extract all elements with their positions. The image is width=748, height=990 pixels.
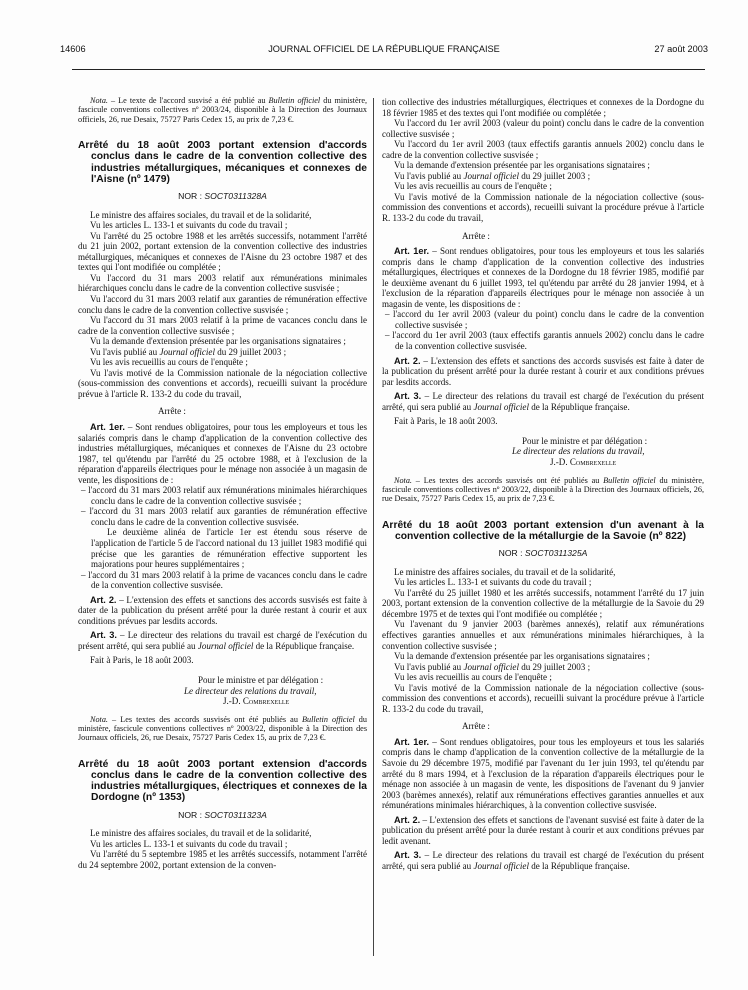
decree-title-text: Arrêté du 18 août 2003 portant extension d'un avenant à la convention collective de la métallurgie de la Savoie (nº 822)	[382, 519, 704, 542]
nota-text-end: du ministère, fascicule conventions collectives nº 2003/22, disponible à la Direction des Journaux officiels, 26, rue Desaix, 75727 Paris Cedex 15, au prix de 7,23 €.	[382, 475, 704, 504]
visa: Vu l'accord du 1er avril 2003 (taux effectifs garantis annuels 2002) conclu dans le cadre de la convention collective susvisée ;	[382, 139, 704, 160]
article-3	[382, 391, 704, 412]
article-text: – L'extension des effets et sanctions de l'avenant susvisé est faite à dater de la publication du présent arrêté pour la durée restant à courir et aux conditions prévues par ledit avenant.	[382, 814, 704, 846]
page-header	[60, 44, 708, 58]
nota-italic: Bulletin officiel	[268, 96, 321, 105]
signatory-name: J.-D. Combrexelle	[223, 696, 290, 707]
decree-title	[78, 140, 367, 185]
page-number: 14606	[60, 44, 86, 54]
visa-text: Vu l'avis publié au	[394, 661, 464, 672]
arrete-heading: Arrête :	[462, 721, 490, 732]
article-1	[382, 737, 704, 811]
article-text: – Sont rendues obligatoires, pour tous les employeurs et tous les salariés compris dans le champ d'application de la convention collective des industries métallurgiques, électriques et connexes de la Dordogne du 18 février 1985, modifié par le deuxième avenant du 6 juillet 1993, tel qu'étendu par arrêté du 28 janvier 1994, et à l'exclusion de la réparation d'appareils électriques pour le ménage non associée à un magasin de vente, les dispositions de :	[382, 246, 705, 309]
intro: Le ministre des affaires sociales, du travail et de la solidarité,	[90, 209, 312, 220]
article-3	[78, 630, 367, 651]
article-label: Art. 2.	[394, 814, 421, 825]
decree-title	[78, 759, 367, 804]
visa: Vu l'accord du 1er avril 2003 (valeur du point) conclu dans le cadre de la convention collective susvisée ;	[382, 118, 704, 139]
visa-text-end: du 29 juillet 2003 ;	[518, 170, 591, 181]
visa-text: Vu l'avis publié au	[90, 346, 160, 357]
list-item: – l'accord du 31 mars 2003 relatif aux rémunérations minimales hiérarchiques conclu dans le cadre de la convention collective susvisée ;	[81, 485, 367, 506]
visa: Vu l'avis motivé de la Commission nationale de la négociation collective (sous-commission des conventions et accords), recueilli suivant la procédure prévue à l'article R. 133-2 du code du travail,	[382, 682, 704, 714]
fait-a-paris: Fait à Paris, le 18 août 2003.	[90, 655, 194, 666]
visa: Vu les avis recueillis au cours de l'enquête ;	[394, 672, 552, 683]
visa: Vu l'arrêté du 25 juillet 1980 et les arrêtés successifs, notamment l'arrêté du 17 juin 2003, portant extension de la convention collective de la métallurgie de la Savoie du 29 décembre 1975 et de textes qui l'ont modifiée ou complétée ;	[382, 587, 704, 619]
arrete-heading: Arrête :	[158, 406, 186, 417]
visa: Vu la demande d'extension présentée par les organisations signataires ;	[394, 651, 650, 662]
article-label: Art. 1er.	[90, 421, 125, 432]
visa-text-end: du 29 juillet 2003 ;	[214, 346, 287, 357]
article-text: – L'extension des effets et sanctions des accords susvisés est faite à dater de la publication du présent arrêté pour la durée restant à courir et aux conditions prévues par lesdits accords.	[382, 355, 704, 387]
nota-text: – Le texte de l'accord susvisé a été publié au	[107, 96, 269, 105]
article-text-end: de la République française.	[528, 401, 630, 412]
visa: Vu la demande d'extension présentée par les organisations signataires ;	[394, 160, 650, 171]
visa: Vu les avis recueillis au cours de l'enquête ;	[90, 357, 248, 368]
nor-code: SOCT0311328A	[204, 191, 267, 202]
nor-reference	[78, 191, 367, 202]
visa: Vu l'avis motivé de la Commission nationale de la négociation collective (sous-commission des conventions et accords), recueilli suivant la procédure prévue à l'article R. 133-2 du code du travail,	[78, 367, 367, 399]
decree-title-text: Arrêté du 18 août 2003 portant extension d'accords conclus dans le cadre de la convention collective des industries métallurgiques, électriques et connexes de la Dordogne (nº 1353)	[78, 758, 367, 804]
signature-line-2: Le directeur des relations du travail,	[512, 446, 645, 457]
article-3	[382, 850, 704, 871]
nor-reference	[78, 810, 367, 821]
article-label: Art. 1er.	[394, 246, 430, 257]
signatory-name: J.-D. Combrexelle	[550, 456, 617, 467]
list-item: – l'accord du 31 mars 2003 relatif aux garanties de rémunération effective conclu dans le cadre de la convention collective susvisée.	[81, 506, 367, 527]
article-1	[78, 422, 367, 485]
article-italic: Journal officiel	[473, 860, 529, 871]
list-item: – l'accord du 1er avril 2003 (taux effectifs garantis annuels 2002) conclu dans le cadre de la convention collective susvisée.	[385, 330, 704, 352]
nota-label: Nota.	[90, 714, 108, 724]
nota-text: – Les textes des accords susvisés ont été publiés au	[107, 714, 302, 724]
decree-title	[382, 520, 704, 542]
visa-text: Vu l'avis publié au	[394, 170, 464, 181]
nor-reference	[382, 548, 704, 559]
article-label: Art. 3.	[394, 850, 422, 861]
left-column	[78, 96, 367, 870]
arrete-heading: Arrête :	[462, 230, 490, 241]
reserve-paragraph: Le deuxième alinéa de l'article 1er est étendu sous réserve de l'application de l'article 5 de l'accord national du 13 juillet 1983 modifié qui précise que les garanties de rémunération effective supportent les majorations pour heures supplémentaires ;	[91, 527, 367, 570]
nota-label: Nota.	[394, 475, 412, 485]
article-text: – Sont rendues obligatoires, pour tous les employeurs et tous les salariés compris dans le champ d'application de la convention collective des industries métallurgiques, mécaniques et connexes de l'Aisne du 23 octobre 1987, tel qu'étendu par l'arrêté du 25 octobre 1988, et à l'exclusion de la réparation d'appareils électriques pour le ménage non associée à un magasin de vente, les dispositions de :	[78, 421, 367, 485]
article-text-end: de la République française.	[253, 640, 355, 651]
nota-label: Nota.	[90, 96, 108, 105]
article-text: – Sont rendues obligatoires, pour tous les employeurs et tous les salariés compris dans le champ d'application de la convention collective de la métallurgie de la Savoie du 29 décembre 1975, modifié par l'avenant du 1er juin 1993, tel qu'étendu par arrêté du 8 mars 1994, et à l'exclusion de la réparation d'appareils électriques pour le ménage non associée à un magasin de vente, les dispositions de l'avenant du 9 janvier 2003 (barèmes annexés), relatif aux rémunérations effectives garanties annuelles et aux rémunérations minimales hiérarchiques, à la convention collective susvisée.	[382, 736, 705, 811]
visa-italic: Journal officiel	[159, 346, 215, 357]
visa: Vu la demande d'extension présentée par les organisations signataires ;	[90, 336, 346, 347]
signature-line-2: Le directeur des relations du travail,	[184, 685, 317, 696]
issue-date: 27 août 2003	[654, 44, 708, 54]
signature-line-1: Pour le ministre et par délégation :	[522, 435, 648, 446]
article-text: – Le directeur des relations du travail est chargé de l'exécution du présent arrêté, qui sera publié au	[78, 630, 367, 651]
nota-text-end: du ministère, fascicule conventions collectives nº 2003/22, disponible à la Direction des Journaux officiels, 26, rue Desaix, 75727 Paris Cedex 15, au prix de 7,23 €.	[78, 714, 367, 743]
column-divider	[373, 98, 374, 956]
article-1	[382, 246, 704, 309]
visa: Vu les articles L. 133-1 et suivants du code du travail ;	[394, 577, 592, 588]
article-text-end: de la République française.	[528, 860, 630, 871]
visa: Vu l'accord du 31 mars 2003 relatif aux garanties de rémunération effective conclu dans le cadre de la convention collective susvisée ;	[78, 293, 367, 315]
intro: Le ministre des affaires sociales, du travail et de la solidarité,	[90, 828, 312, 839]
visa-text-end: du 29 juillet 2003 ;	[518, 661, 591, 672]
article-italic: Journal officiel	[197, 640, 254, 651]
journal-title: JOURNAL OFFICIEL DE LA RÉPUBLIQUE FRANÇAISE	[268, 44, 500, 54]
article-label: Art. 1er.	[394, 736, 430, 747]
nota-italic: Bulletin officiel	[302, 714, 355, 724]
visa: Vu l'arrêté du 25 octobre 1988 et les arrêtés successifs, notamment l'arrêté du 21 juin 2002, portant extension de la convention collective des industries métallurgiques, mécaniques et connexes de l'Aisne du 23 octobre 1987 et des textes qui l'ont modifiée ou complétée ;	[78, 230, 367, 273]
nor-code: SOCT0311325A	[524, 548, 588, 559]
article-label: Art. 2.	[394, 355, 421, 366]
header-rule	[72, 69, 705, 70]
visa: Vu l'avenant du 9 janvier 2003 (barèmes annexés), relatif aux rémunérations effectives garanties annuelles et aux rémunérations minimales hiérarchiques, à la convention collective susvisée ;	[382, 619, 704, 651]
nor-label: NOR :	[178, 809, 205, 820]
nor-label: NOR :	[178, 191, 205, 202]
article-label: Art. 2.	[90, 594, 117, 605]
article-2	[382, 815, 704, 847]
visa-italic: Journal officiel	[463, 170, 519, 181]
nota	[382, 476, 704, 504]
visa-jo	[78, 347, 367, 358]
nota-text-end: du ministère, fascicule conventions collectives nº 2003/24, disponible à la Direction des Journaux officiels, 26, rue Desaix, 75727 Paris Cedex 15, au prix de 7,23 €.	[78, 96, 368, 124]
intro: Le ministre des affaires sociales, du travail et de la solidarité,	[394, 566, 616, 577]
article-2	[78, 595, 367, 627]
list-item: – l'accord du 1er avril 2003 (valeur du point) conclu dans le cadre de la convention collective susvisée ;	[385, 309, 704, 330]
nota-text: – Les textes des accords susvisés ont été publiés au	[411, 475, 604, 485]
visa: Vu l'avis motivé de la Commission nationale de la négociation collective (sous-commission des conventions et accords), recueilli suivant la procédure prévue à l'article R. 133-2 du code du travail,	[382, 191, 704, 224]
article-label: Art. 3.	[90, 630, 117, 641]
visa: Vu les articles L. 133-1 et suivants du code du travail ;	[90, 838, 288, 849]
visa-jo	[382, 171, 704, 182]
signature-line-1: Pour le ministre et par délégation :	[198, 675, 324, 685]
visa: Vu l'accord du 31 mars 2003 relatif à la prime de vacances conclu dans le cadre de la convention collective susvisée ;	[78, 315, 367, 336]
fait-a-paris: Fait à Paris, le 18 août 2003.	[394, 416, 498, 427]
visa: Vu l'arrêté du 5 septembre 1985 et les arrêtés successifs, notamment l'arrêté du 24 septembre 2002, portant extension de la conven-	[78, 849, 367, 870]
nota-top	[78, 96, 367, 124]
nota	[78, 715, 367, 743]
article-label: Art. 3.	[394, 391, 422, 402]
visa: Vu l'accord du 31 mars 2003 relatif aux rémunérations minimales hiérarchiques conclu dans le cadre de la convention collective susvisée ;	[78, 272, 367, 294]
continuation-text: tion collective des industries métallurgiques, électriques et connexes de la Dordogne du 18 février 1985 et des textes qui l'ont modifiée ou complétée ;	[382, 97, 704, 118]
list-item: – l'accord du 31 mars 2003 relatif à la prime de vacances conclu dans le cadre de la convention collective susvisée.	[81, 569, 367, 591]
visa: Vu les articles L. 133-1 et suivants du code du travail ;	[90, 220, 288, 231]
article-italic: Journal officiel	[473, 401, 529, 412]
nota-italic: Bulletin officiel	[603, 475, 656, 485]
article-text: – L'extension des effets et sanctions des accords susvisés est faite à dater de la publication du présent arrêté pour la durée restant à courir et aux conditions prévues par lesdits accords.	[78, 594, 367, 626]
visa-italic: Journal officiel	[463, 661, 519, 672]
nor-label: NOR :	[498, 548, 525, 559]
visa: Vu les avis recueillis au cours de l'enquête ;	[394, 181, 552, 192]
decree-title-text: Arrêté du 18 août 2003 portant extension d'accords conclus dans le cadre de la convention collective des industries métallurgiques, mécaniques et connexes de l'Aisne (nº 1479)	[78, 140, 367, 185]
visa-jo	[382, 662, 704, 673]
article-2	[382, 356, 704, 388]
article-text: – Le directeur des relations du travail est chargé de l'exécution du présent arrêté, qui sera publié au	[382, 850, 704, 871]
nor-code: SOCT0311323A	[204, 809, 267, 820]
article-text: – Le directeur des relations du travail est chargé de l'exécution du présent arrêté, qui sera publié au	[382, 391, 704, 412]
right-column	[382, 97, 704, 871]
